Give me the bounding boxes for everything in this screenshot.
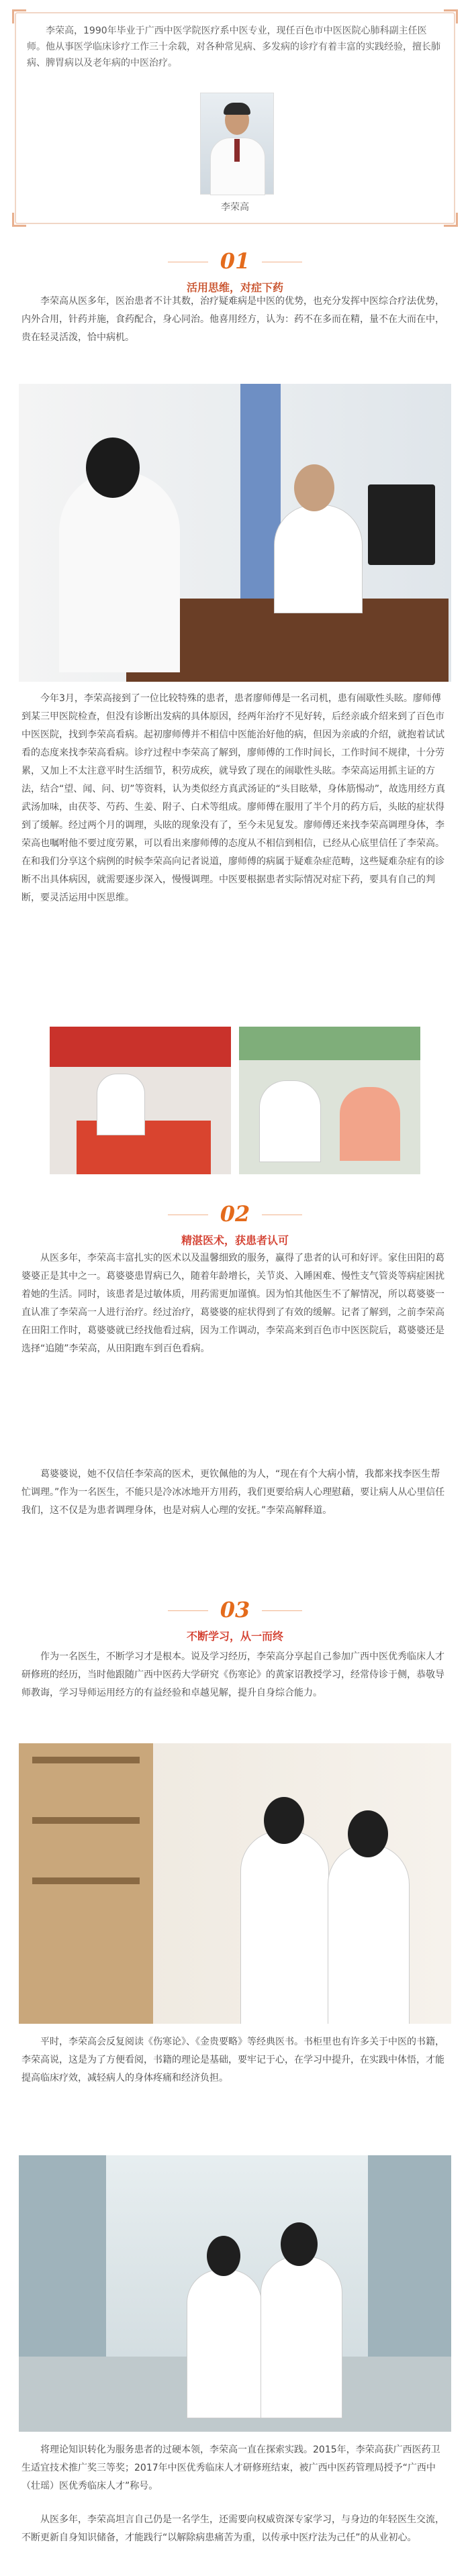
section-header-03 [0, 1597, 470, 1651]
doctor-portrait [200, 93, 274, 195]
frame-corner [444, 9, 458, 23]
portrait-caption: 李荣高 [221, 202, 249, 213]
section-title: 精湛医术，获患者认可 [181, 1234, 289, 1247]
paragraph: 将理论知识转化为服务患者的过硬本领，李荣高一直在探索实践。2015年，李荣高获广西医药卫生适宜技术推广奖三等奖；2017年中医优秀临床人才研修班结束，被广西中医药管理局授予“广西中（壮瑶）医优秀临床人才”称号。 [21, 2444, 440, 2491]
consultation-photo-1 [19, 384, 451, 682]
frame-corner [12, 213, 26, 227]
clinic-photo-left [50, 1027, 231, 1174]
hallway-photo [19, 2155, 451, 2432]
section-title: 活用思维，对症下药 [186, 281, 283, 294]
paragraph: 作为一名医生，不断学习才是根本。说及学习经历，李荣高分享起自己参加广西中医优秀临床人才研修班的经历，当时他跟随广西中医药大学研究《伤寒论》的黄家诏教授学习，经常侍诊于侧，恭敬导师教诲，学习导师运用经方的有益经验和卓越见解，提升自身综合能力。 [21, 1651, 444, 1698]
frame-corner [444, 213, 458, 227]
paragraph: 今年3月，李荣高接到了一位比较特殊的患者，患者廖师傅是一名司机，患有闹歇性头眩。廖师傅到某三甲医院检查，但没有诊断出发病的具体原因，经两年治疗不见好转，后经亲戚介绍来到了百色市中医医院，找到李荣高看病。起初廖师傅并不相信中医能治好他的病，但因为亲戚的介绍，就抱着试试看的态度来找李荣高看病。诊疗过程中李荣高了解到，廖师傅的工作时间长，工作时间不规律，十分劳累，又加上不太注意平时生活细节，积劳成疾，就导致了现在的闹歇性头眩。李荣高运用抓主证的方法，结合“望、闻、问、切”等资料，认为类似经方真武汤证的“头目眩晕，身体筋惕动”，故选用经方真武汤加味，由茯苓、芍药、生姜、附子、白术等组成。廖师傅在服用了半个月的药方后，头眩的症状得到了缓解。经过两个月的调理，头眩的现象没有了，至今未见复发。廖师傅还来找李荣高调理身体，李荣高也嘱咐他不要过度劳累，可以看出来廖师傅的态度从不相信到相信，已经从心底里信任了李荣高。在和我们分享这个病例的时候李荣高向记者说道，廖师傅的病属于疑难杂症范畴，这些疑难杂症有的诊断不出具体病因，就需要逐步深入，慢慢调理。中医要根据患者实际情况对症下药，要具有自己的判断，要灵活运用中医思维。 [21, 693, 446, 903]
study-photo [19, 1743, 451, 2024]
paragraph: 平时，李荣高会反复阅读《伤寒论》、《金贵要略》等经典医书。书柜里也有许多关于中医的书籍，李荣高说，这是为了方便看阅，书籍的理论是基础，要牢记于心，在学习中提升，在实践中体悟，才能提高临床疗效，减轻病人的身体疼痛和经济负担。 [21, 2037, 444, 2083]
paragraph: 葛婆婆说，她不仅信任李荣高的医术，更钦佩他的为人，“现在有个大病小情，我都来找李医生帮忙调理。”作为一名医生，不能只是冷冰冰地开方用药，我们更要给病人心理慰藉，要让病人从心里信任我们，这不仅是为患者调理身体，也是对病人心理的安抚。”李荣高解释道。 [21, 1469, 445, 1516]
section-title: 不断学习，从一而终 [186, 1630, 283, 1643]
clinic-photo-right [239, 1027, 420, 1174]
section-number: 03 [220, 1597, 250, 1622]
paragraph: 李荣高从医多年，医治患者不计其数，治疗疑难病是中医的优势，也充分发挥中医综合疗法优势，内外合用，针药并施，食药配合，身心同治。他喜用经方，认为：药不在多而在精，量不在大而在中，贵在轻灵活泼，恰中病机。 [21, 296, 444, 343]
frame-corner [12, 9, 26, 23]
paragraph: 从医多年，李荣高坦言自己仍是一名学生，还需要向权威资深专家学习，与身边的年轻医生交流，不断更新自身知识储备，才能践行“以解除病患痛苦为重，以传承中医疗法为己任”的从业初心。 [21, 2514, 444, 2543]
paragraph: 从医多年，李荣高丰富扎实的医术以及温馨细致的服务，赢得了患者的认可和好评。家住田阳的葛婆婆正是其中之一。葛婆婆患胃病已久，随着年龄增长，关节炎、入睡困难、慢性支气管炎等病症困扰着她的生活。同时，该患者是过敏体质，用药需更加谨慎。因为怕其他医生不了解情况，所以葛婆婆一直认准了李荣高一人进行治疗。经过治疗，葛婆婆的症状得到了有效的缓解。记者了解到，之前李荣高在田阳工作时，葛婆婆就已经找他看过病，因为工作调动，李荣高来到百色市中医医院后，葛婆婆还是选择“追随”李荣高，从田阳跑车到百色看病。 [21, 1253, 444, 1354]
section-header-02 [0, 1201, 470, 1255]
section-number: 02 [220, 1201, 250, 1227]
intro-text: 李荣高，1990年毕业于广西中医学院医疗系中医专业，现任百色市中医医院心肺科副主任医师。他从事医学临床诊疗工作三十余载，对各种常见病、多发病的诊疗有着丰富的实践经验，擅长肺病、脾胃病以及老年病的中医治疗。 [27, 25, 440, 68]
intro-box [15, 12, 455, 224]
section-number: 01 [220, 248, 250, 274]
